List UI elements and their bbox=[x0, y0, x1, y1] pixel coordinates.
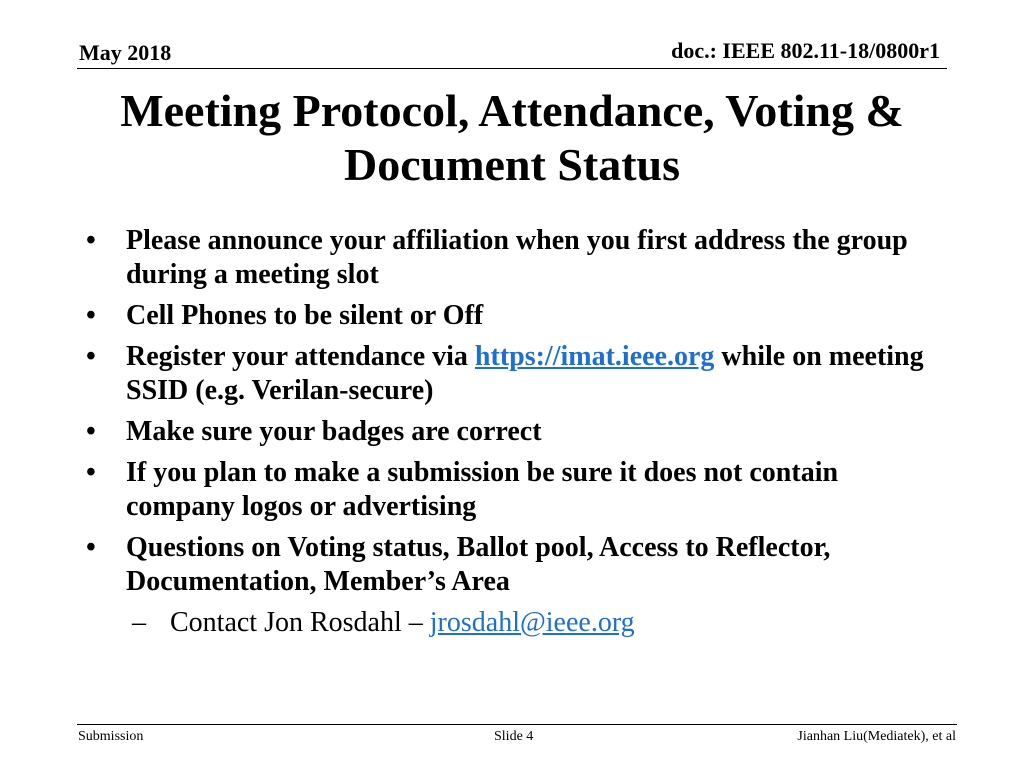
bullet-text: Cell Phones to be silent or Off bbox=[126, 300, 484, 331]
bullet-item-questions bbox=[84, 531, 944, 599]
slide-title-line-2: Document Status bbox=[343, 139, 681, 190]
bullet-icon: • bbox=[86, 300, 96, 331]
bullet-icon: • bbox=[86, 532, 96, 563]
footer-slide-number: Slide 4 bbox=[494, 729, 534, 744]
bullet-item-submission bbox=[84, 456, 944, 524]
slide-title-line-1: Meeting Protocol, Attendance, Voting & bbox=[120, 85, 904, 136]
bullet-item-badges bbox=[84, 415, 944, 449]
bullet-text: Questions on Voting status, Ballot pool, Access to Reflector, Documentation, Member’s Area bbox=[126, 532, 831, 597]
bullet-icon: • bbox=[86, 457, 96, 488]
header-doc-id: doc.: IEEE 802.11-18/0800r1 bbox=[671, 38, 940, 63]
header-date: May 2018 bbox=[79, 40, 172, 65]
bullet-list bbox=[84, 224, 944, 640]
bullet-text-after-link: while on meeting SSID (e.g. Verilan-secure) bbox=[126, 341, 924, 406]
bullet-text: Make sure your badges are correct bbox=[126, 416, 542, 447]
footer-author: Jianhan Liu(Mediatek), et al bbox=[797, 729, 956, 744]
bullet-text: Please announce your affiliation when you first address the group during a meeting slot bbox=[126, 225, 908, 290]
bullet-item-affiliation bbox=[84, 224, 944, 292]
bullet-item-cell-phones bbox=[84, 299, 944, 333]
bullet-text-before-link: Register your attendance via bbox=[126, 341, 475, 372]
sub-bullet-text: Contact Jon Rosdahl – bbox=[170, 607, 430, 638]
bullet-icon: • bbox=[86, 225, 96, 256]
dash-icon: – bbox=[132, 607, 146, 638]
footer-divider bbox=[77, 724, 957, 725]
sub-bullet-contact bbox=[84, 606, 944, 640]
footer-submission: Submission bbox=[78, 729, 144, 744]
imat-link[interactable]: https://imat.ieee.org bbox=[474, 341, 715, 372]
header-divider bbox=[77, 68, 947, 69]
bullet-icon: • bbox=[86, 416, 96, 447]
email-link[interactable]: jrosdahl@ieee.org bbox=[429, 607, 635, 638]
bullet-text: If you plan to make a submission be sure it does not contain company logos or advertising bbox=[126, 457, 839, 522]
bullet-item-register-attendance bbox=[84, 340, 944, 408]
slide-title bbox=[60, 84, 964, 192]
bullet-icon: • bbox=[86, 341, 96, 372]
